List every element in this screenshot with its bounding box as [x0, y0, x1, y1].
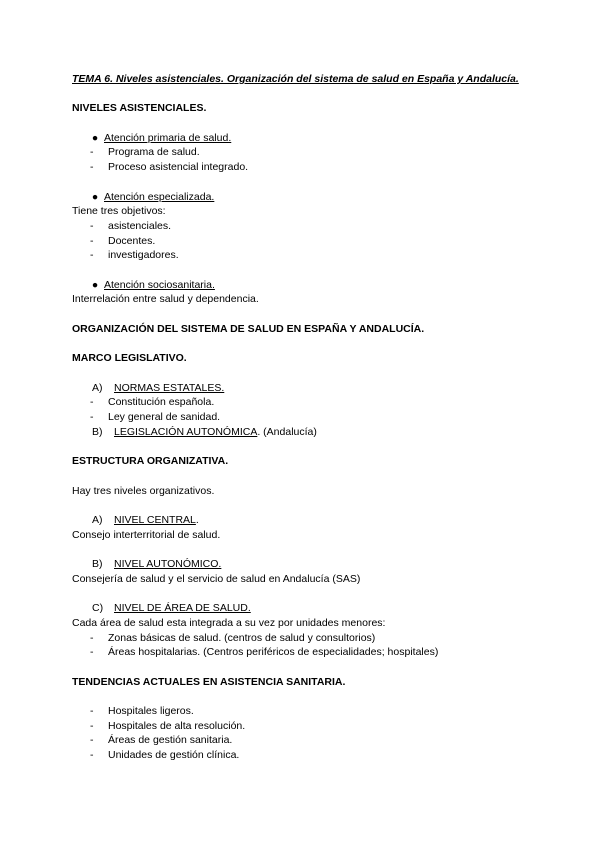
- list-item: - Áreas hospitalarias. (Centros periféricos de especialidades; hospitales): [90, 646, 439, 659]
- item-legislacion-autonomica: B) LEGISLACIÓN AUTONÓMICA . (Andalucía): [92, 425, 317, 438]
- paragraph: Consejería de salud y el servicio de salud en Andalucía (SAS): [72, 572, 361, 585]
- list-item: - Constitución española.: [90, 396, 215, 409]
- list-item: - Docentes.: [90, 234, 156, 247]
- list-item: - Hospitales ligeros.: [90, 705, 194, 718]
- paragraph: Hay tres niveles organizativos.: [72, 484, 215, 497]
- bullet-especializada: ● Atención especializada.: [72, 190, 532, 205]
- paragraph: Consejo interterritorial de salud.: [72, 528, 221, 541]
- document-title: TEMA 6. Niveles asistenciales. Organización del sistema de salud en España y Andalucía.: [72, 73, 519, 85]
- list-item: - Hospitales de alta resolución.: [90, 719, 246, 732]
- item-nivel-area: C) NIVEL DE ÁREA DE SALUD.: [92, 602, 251, 615]
- item-nivel-autonomico: B) NIVEL AUTONÓMICO.: [92, 558, 222, 571]
- bullet-icon: ●: [91, 131, 99, 144]
- document-page: [72, 72, 532, 763]
- list-item: - investigadores.: [90, 249, 179, 262]
- paragraph: Interrelación entre salud y dependencia.: [72, 293, 259, 306]
- heading-niveles: NIVELES ASISTENCIALES.: [72, 102, 207, 115]
- list-item: - Programa de salud.: [90, 146, 200, 159]
- bullet-sociosanitaria: ● Atención sociosanitaria.: [72, 278, 532, 293]
- heading-estructura: ESTRUCTURA ORGANIZATIVA.: [72, 455, 229, 468]
- list-item: - Áreas de gestión sanitaria.: [90, 734, 233, 747]
- paragraph: Tiene tres objetivos:: [72, 205, 166, 218]
- item-normas-estatales: A) NORMAS ESTATALES.: [92, 381, 225, 394]
- heading-tendencias: TENDENCIAS ACTUALES EN ASISTENCIA SANITARIA.: [72, 675, 346, 688]
- list-item: - Ley general de sanidad.: [90, 411, 221, 424]
- heading-organizacion: ORGANIZACIÓN DEL SISTEMA DE SALUD EN ESPAÑA Y ANDALUCÍA.: [72, 322, 425, 335]
- bullet-primaria: ● Atención primaria de salud.: [72, 131, 532, 146]
- paragraph: Cada área de salud esta integrada a su vez por unidades menores:: [72, 616, 386, 629]
- heading-marco: MARCO LEGISLATIVO.: [72, 352, 187, 365]
- bullet-icon: ●: [91, 190, 99, 203]
- list-item: - asistenciales.: [90, 219, 172, 232]
- list-item: - Zonas básicas de salud. (centros de salud y consultorios): [90, 631, 376, 644]
- list-item: - Unidades de gestión clínica.: [90, 749, 240, 762]
- list-item: - Proceso asistencial integrado.: [90, 161, 249, 174]
- item-nivel-central: A) NIVEL CENTRAL .: [92, 513, 199, 526]
- bullet-icon: ●: [91, 278, 99, 291]
